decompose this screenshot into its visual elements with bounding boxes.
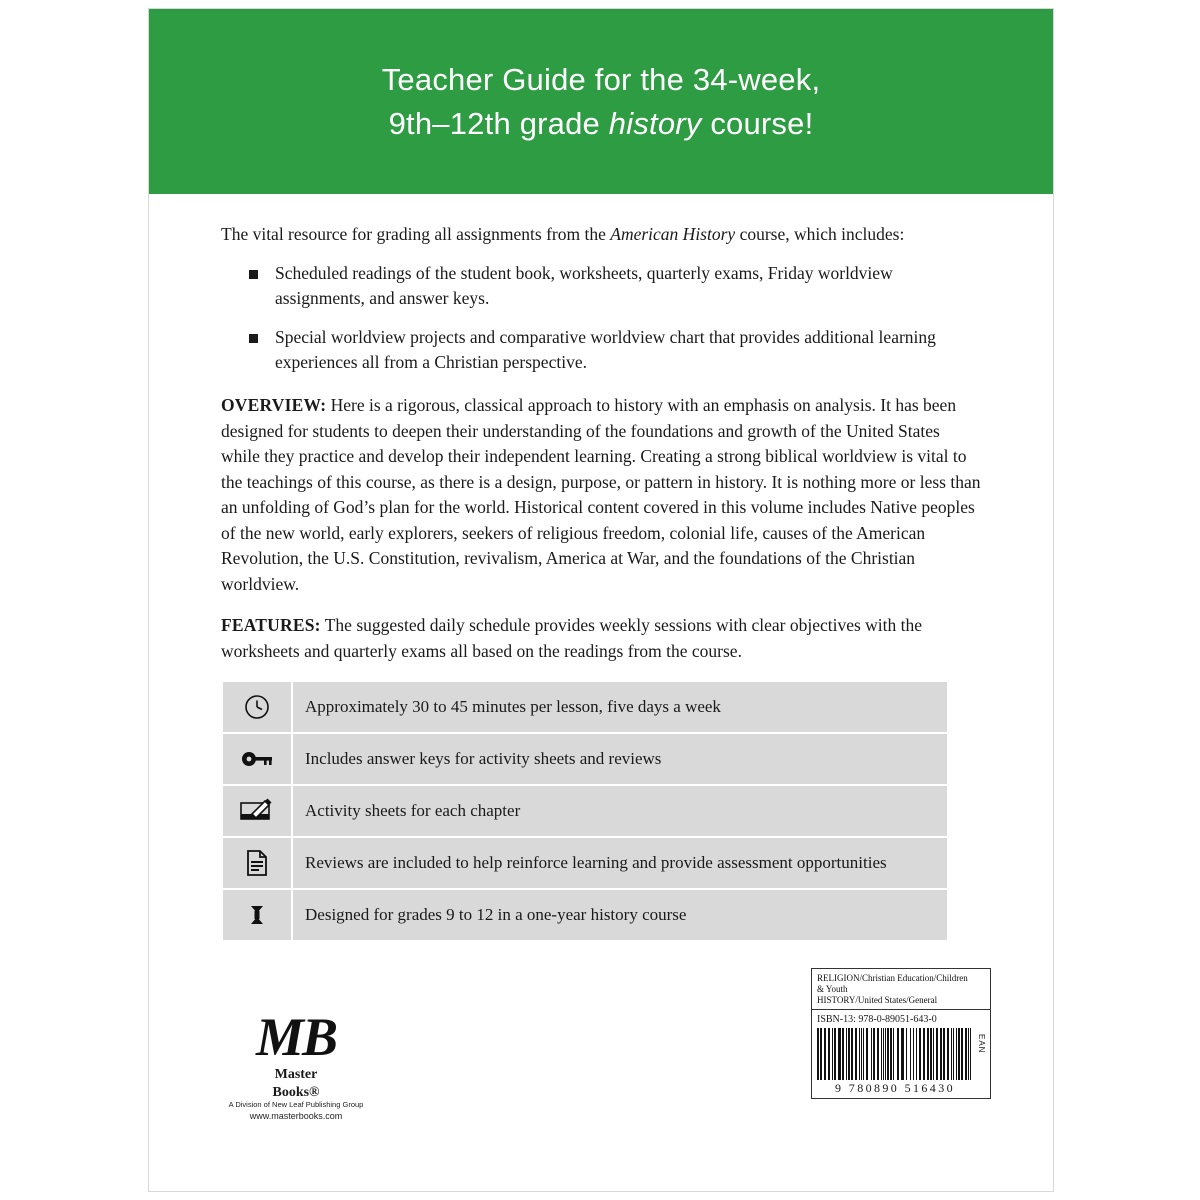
header-title-line1: Teacher Guide for the 34-week,	[381, 61, 821, 97]
table-row	[222, 733, 948, 785]
list-item: Scheduled readings of the student book, worksheets, quarterly exams, Friday worldview assignments, and answer keys.	[249, 261, 981, 311]
table-row	[222, 837, 948, 889]
feature-row-text: Approximately 30 to 45 minutes per lesson, five days a week	[292, 681, 948, 733]
barcode-digits: 9 780890 516430	[835, 1081, 955, 1095]
intro-post: course, which includes:	[735, 224, 905, 244]
cover-footer	[149, 968, 1053, 1168]
isbn-number: ISBN-13: 978-0-89051-643-0	[817, 1014, 937, 1025]
intro-pre: The vital resource for grading all assignments from the	[221, 224, 611, 244]
key-icon	[222, 733, 292, 785]
document-icon-svg	[244, 848, 270, 878]
logo-division-text: A Division of New Leaf Publishing Group	[228, 1100, 364, 1109]
overview-label: OVERVIEW:	[221, 395, 327, 415]
header-banner	[149, 9, 1053, 194]
header-line2-italic: history	[608, 105, 702, 141]
features-table	[221, 680, 949, 942]
overview-text: Here is a rigorous, classical approach to history with an emphasis on analysis. It has been designed for students to deepen their understanding of the foundations and growth of the United States while they practice and develop their independent learning. Creating a strong biblical worldview is vital to the teachings of this course, as there is a design, purpose, or pattern in history. It is nothing more or less than an unfolding of God’s plan for the world. Historical content covered in this volume includes Native peoples of the new world, early explorers, seekers of religious freedom, colonial life, causes of the American Revolution, the U.S. Constitution, revivalism, America at War, and the foundations of the Christian worldview.	[221, 395, 981, 594]
publisher-logo	[221, 1007, 371, 1122]
logo-website[interactable]: www.masterbooks.com	[249, 1111, 343, 1121]
pencil-paper-icon-svg	[238, 797, 276, 825]
book-back-cover	[148, 8, 1054, 1192]
overview-paragraph	[221, 393, 981, 597]
highlights-list	[221, 261, 981, 375]
list-item: Special worldview projects and comparative worldview chart that provides additional learning experiences all from a Christian perspective.	[249, 325, 981, 375]
features-label: FEATURES:	[221, 615, 321, 635]
document-icon	[222, 837, 292, 889]
ean-label: EAN	[977, 1034, 986, 1054]
pencil-paper-icon	[222, 785, 292, 837]
clock-icon	[222, 681, 292, 733]
logo-name-line1: Master	[274, 1067, 318, 1082]
feature-row-text: Reviews are included to help reinforce learning and provide assessment opportunities	[292, 837, 948, 889]
logo-monogram: MB	[255, 1007, 337, 1067]
intro-course-title: American History	[610, 224, 736, 244]
isbn-divider	[812, 1009, 990, 1010]
table-row	[222, 681, 948, 733]
logo-name-line2: Books®	[272, 1085, 320, 1100]
header-line2-post: course!	[701, 105, 814, 141]
bisac-line-3: HISTORY/United States/General	[817, 995, 938, 1005]
header-line2-pre: 9th–12th grade	[388, 105, 609, 141]
table-row	[222, 785, 948, 837]
table-row	[222, 889, 948, 941]
features-text: The suggested daily schedule provides weekly sessions with clear objectives with the worksheets and quarterly exams all based on the readings from the course.	[221, 615, 923, 661]
refresh-arrows-icon-svg	[243, 900, 271, 930]
barcode	[817, 1028, 985, 1080]
barcode-bars	[817, 1028, 973, 1080]
intro-paragraph	[221, 222, 981, 247]
isbn-barcode-block	[811, 968, 991, 1099]
features-paragraph	[221, 613, 981, 664]
feature-row-text: Activity sheets for each chapter	[292, 785, 948, 837]
feature-row-text: Designed for grades 9 to 12 in a one-year history course	[292, 889, 948, 941]
refresh-arrows-icon	[222, 889, 292, 941]
bisac-line-2: & Youth	[817, 984, 848, 994]
bisac-line-1: RELIGION/Christian Education/Children	[817, 973, 968, 983]
clock-icon-svg	[242, 692, 272, 722]
header-title-line2	[389, 102, 814, 146]
feature-row-text: Includes answer keys for activity sheets and reviews	[292, 733, 948, 785]
cover-content	[149, 194, 1053, 942]
key-icon-svg	[240, 748, 274, 770]
